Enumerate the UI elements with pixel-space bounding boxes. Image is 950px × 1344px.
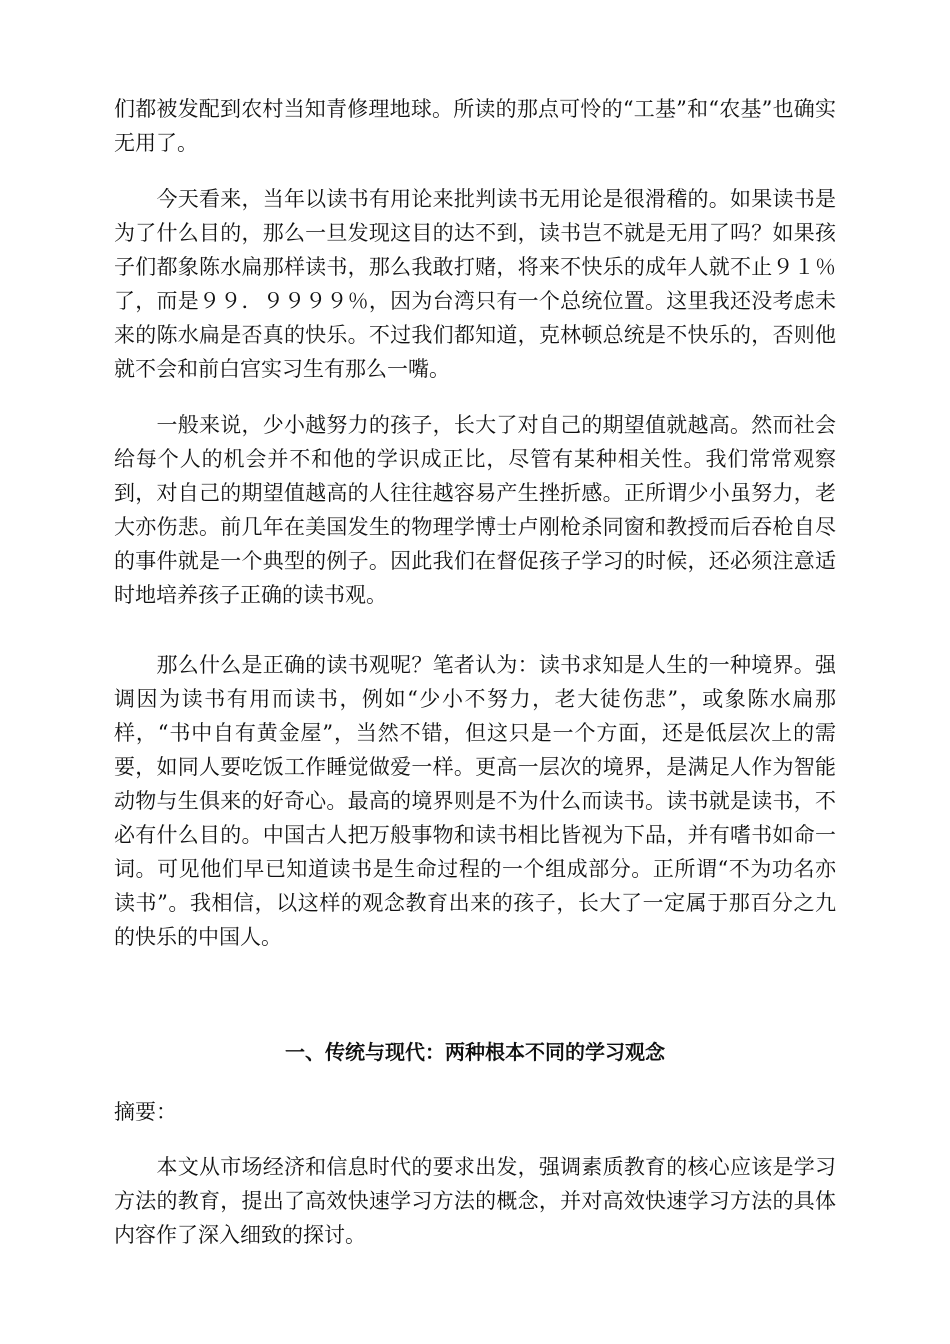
- section-heading: 一、传统与现代：两种根本不同的学习观念: [285, 1040, 665, 1064]
- paragraph-continuation: 们都被发配到农村当知青修理地球。所读的那点可怜的“工基”和“农基”也确实无用了。: [114, 97, 836, 155]
- abstract-text: 本文从市场经济和信息时代的要求出发，强调素质教育的核心应该是学习方法的教育，提出了高效快速学习方法的概念，并对高效快速学习方法的具体内容作了深入细致的探讨。: [114, 1155, 836, 1247]
- paragraph-reading-usefulness: 今天看来，当年以读书有用论来批判读书无用论是很滑稽的。如果读书是为了什么目的，那么一旦发现这目的达不到，读书岂不就是无用了吗？如果孩子们都象陈水扁那样读书，那么我敢打赌，将来不快乐的成年人就不止９１％了，而是９９．９９９９％，因为台湾只有一个总统位置。这里我还没考虑未来的陈水扁是否真的快乐。不过我们都知道，克林顿总统是不快乐的，否则他就不会和前白宫实习生有那么一嘴。: [114, 187, 836, 381]
- paragraph-expectations: 一般来说，少小越努力的孩子，长大了对自己的期望值就越高。然而社会给每个人的机会并不和他的学识成正比，尽管有某种相关性。我们常常观察到，对自己的期望值越高的人往往越容易产生挫折感。正所谓少小虽努力，老大亦伤悲。前几年在美国发生的物理学博士卢刚枪杀同窗和教授而后吞枪自尽的事件就是一个典型的例子。因此我们在督促孩子学习的时候，还必须注意适时地培养孩子正确的读书观。: [114, 413, 836, 607]
- paragraph-correct-reading-view: 那么什么是正确的读书观呢？笔者认为：读书求知是人生的一种境界。强调因为读书有用而读书，例如“少小不努力，老大徒伤悲”，或象陈水扁那样，“书中自有黄金屋”，当然不错，但这只是一个方面，还是低层次上的需要，如同人要吃饭工作睡觉做爱一样。更高一层次的境界，是满足人作为智能动物与生俱来的好奇心。最高的境界则是不为什么而读书。读书就是读书，不必有什么目的。中国古人把万般事物和读书相比皆视为下品，并有嗜书如命一词。可见他们早已知道读书是生命过程的一个组成部分。正所谓“不为功名亦读书”。我相信，以这样的观念教育出来的孩子，长大了一定属于那百分之九的快乐的中国人。: [114, 653, 836, 949]
- abstract-label: 摘要：: [114, 1100, 177, 1124]
